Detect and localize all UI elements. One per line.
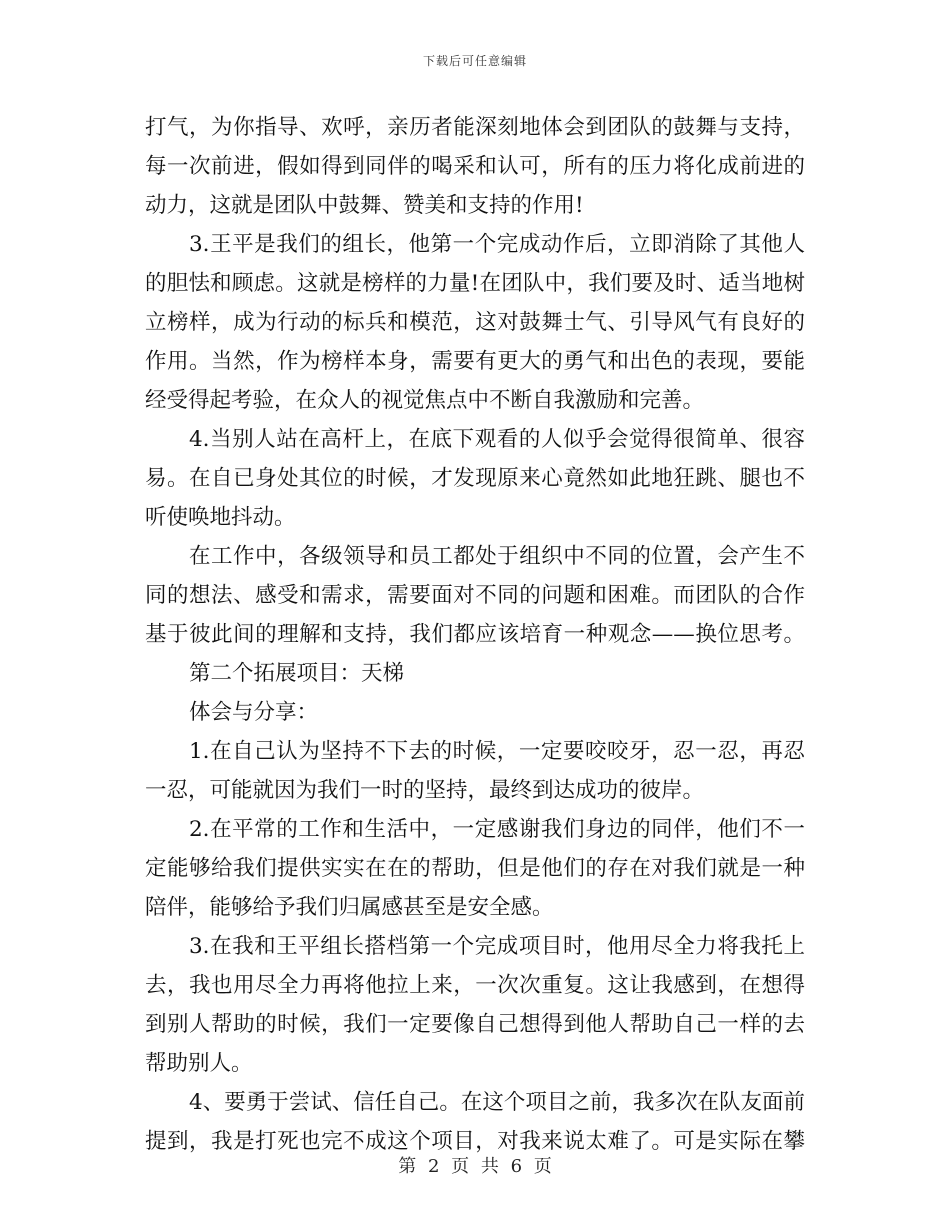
text-line: 同的想法、感受和需求，需要面对不同的问题和困难。而团队的合作 (145, 583, 805, 608)
text-line: 经受得起考验，在众人的视觉焦点中不断自我激励和完善。 (145, 388, 705, 413)
text-line: 定能够给我们提供实实在在的帮助，但是他们的存在对我们就是一种 (145, 856, 805, 881)
text-line: 到别人帮助的时候，我们一定要像自己想得到他人帮助自己一样的去 (145, 1012, 805, 1037)
text-line: 1.在自己认为坚持不下去的时候，一定要咬咬牙，忍一忍，再忍 (189, 739, 805, 764)
section-heading: 第二个拓展项目：天梯 (189, 661, 405, 686)
text-line: 3.在我和王平组长搭档第一个完成项目时，他用尽全力将我托上 (189, 934, 805, 959)
text-line: 帮助别人。 (145, 1051, 253, 1076)
text-line: 一忍，可能就因为我们一时的坚持，最终到达成功的彼岸。 (145, 778, 705, 803)
page-header: 下载后可任意编辑 (422, 54, 527, 68)
text-line: 动力，这就是团队中鼓舞、赞美和支持的作用! (145, 193, 584, 218)
text-line: 作用。当然，作为榜样本身，需要有更大的勇气和出色的表现，要能 (145, 349, 805, 374)
text-line: 去，我也用尽全力再将他拉上来，一次次重复。这让我感到，在想得 (145, 973, 805, 998)
page-number: 第 2 页 共 6 页 (398, 1156, 552, 1177)
text-line: 体会与分享： (189, 700, 319, 725)
text-line: 打气，为你指导、欢呼，亲历者能深刻地体会到团队的鼓舞与支持， (145, 115, 805, 140)
text-line: 4、要勇于尝试、信任自己。在这个项目之前，我多次在队友面前 (189, 1090, 805, 1115)
text-line: 听使唤地抖动。 (145, 505, 296, 530)
text-line: 提到，我是打死也完不成这个项目，对我来说太难了。可是实际在攀 (145, 1129, 805, 1154)
document-body (145, 108, 805, 1161)
text-line: 陪伴，能够给予我们归属感甚至是安全感。 (145, 895, 554, 920)
text-line: 2.在平常的工作和生活中，一定感谢我们身边的同伴，他们不一 (189, 817, 805, 842)
text-line: 基于彼此间的理解和支持，我们都应该培育一种观念——换位思考。 (145, 622, 805, 647)
text-line: 立榜样，成为行动的标兵和模范，这对鼓舞士气、引导风气有良好的 (145, 310, 805, 335)
text-line: 在工作中，各级领导和员工都处于组织中不同的位置，会产生不 (189, 544, 805, 569)
text-line: 的胆怯和顾虑。这就是榜样的力量!在团队中，我们要及时、适当地树 (145, 271, 805, 296)
text-line: 易。在自已身处其位的时候，才发现原来心竟然如此地狂跳、腿也不 (145, 466, 805, 491)
text-line: 3.王平是我们的组长，他第一个完成动作后，立即消除了其他人 (189, 232, 805, 257)
text-line: 4.当别人站在高杆上，在底下观看的人似乎会觉得很简单、很容 (189, 427, 805, 452)
text-line: 每一次前进，假如得到同伴的喝采和认可，所有的压力将化成前进的 (145, 154, 805, 179)
